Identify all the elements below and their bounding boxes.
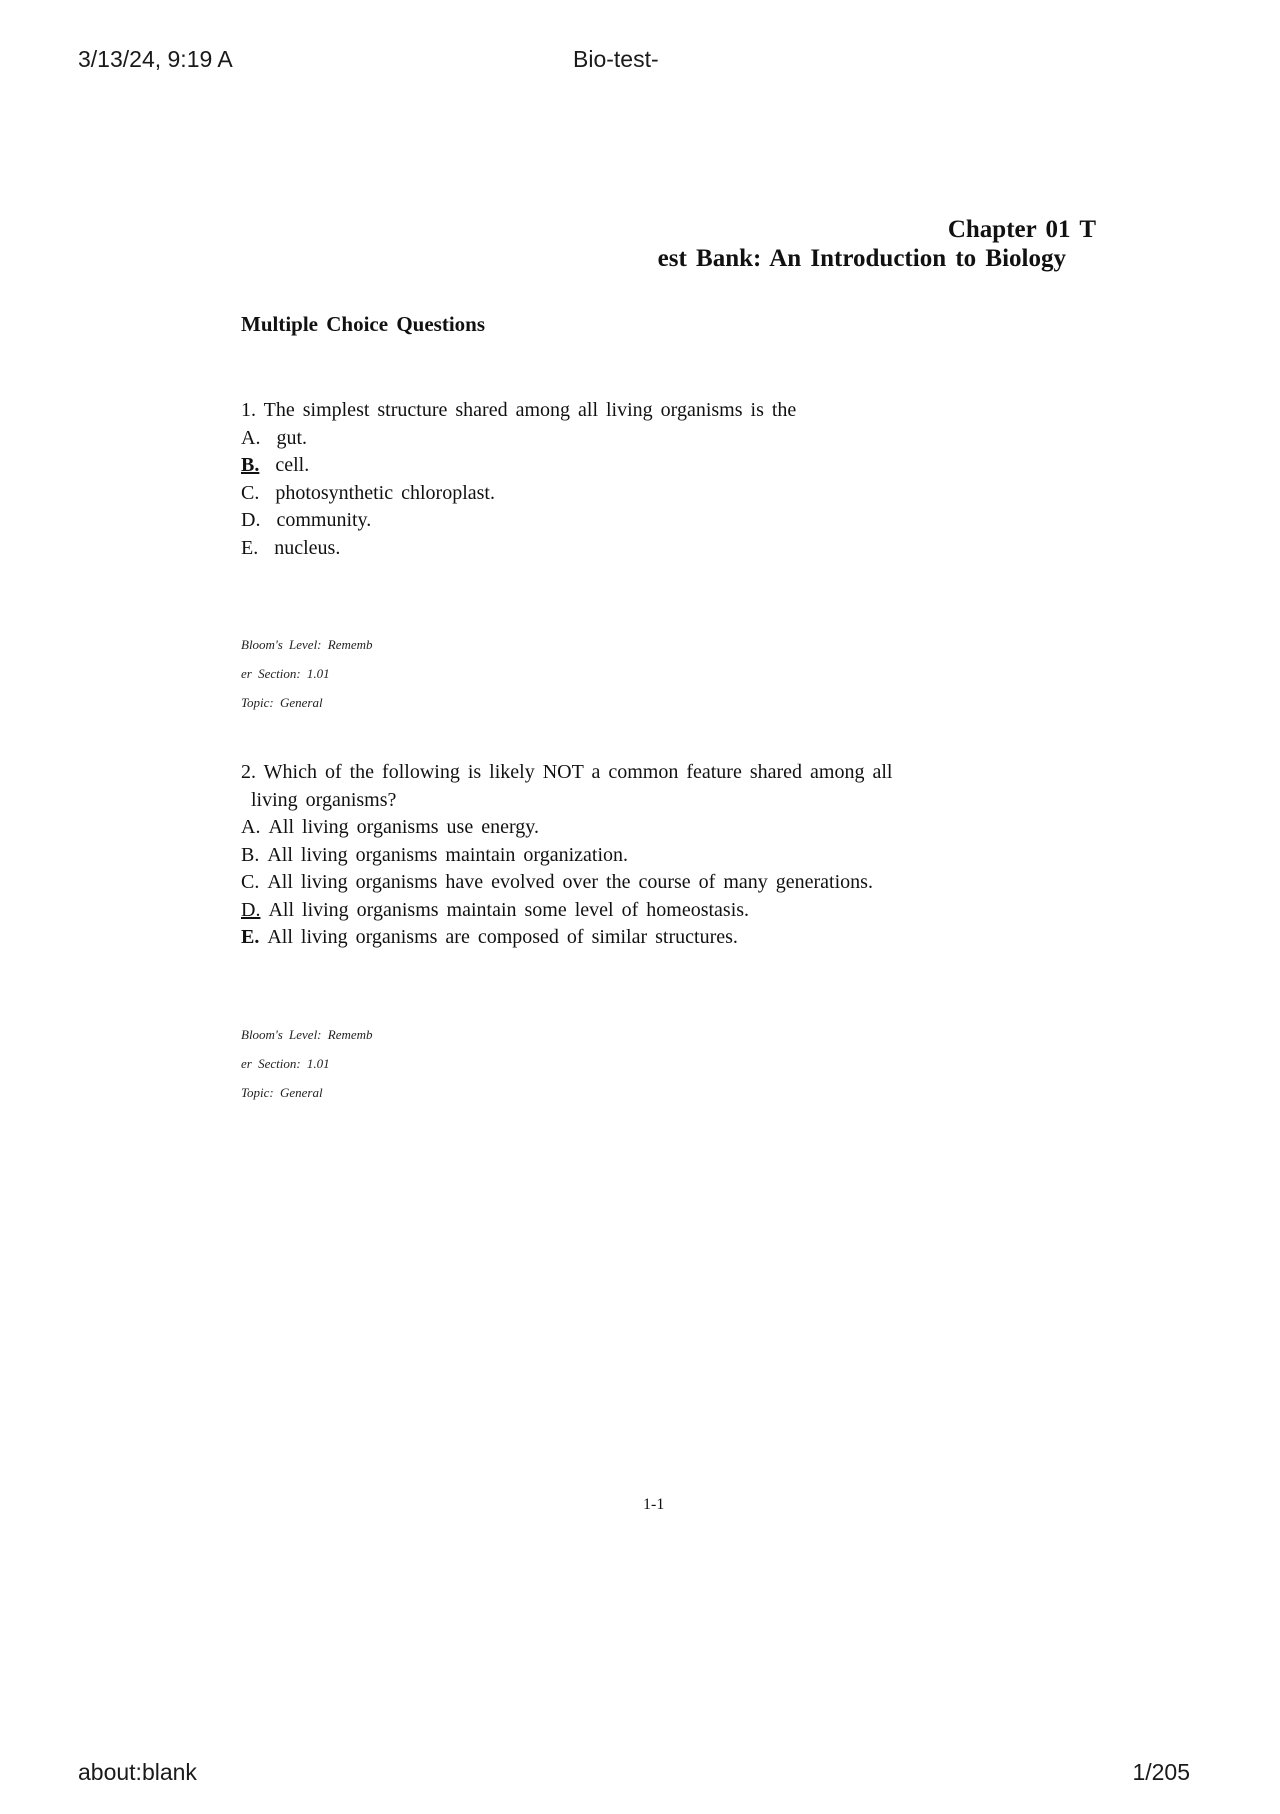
option-letter: C. bbox=[241, 871, 260, 893]
option-text: cell. bbox=[275, 454, 310, 476]
option-letter: E. bbox=[241, 536, 259, 559]
option-letter: A. bbox=[241, 816, 261, 838]
option-text: gut. bbox=[276, 426, 308, 449]
blooms-level: Bloom's Level: Rememb bbox=[241, 637, 373, 652]
answer-option-a bbox=[241, 814, 892, 842]
option-letter: C. bbox=[241, 481, 260, 504]
question-2-metadata bbox=[241, 1020, 373, 1107]
section-heading: Multiple Choice Questions bbox=[241, 312, 486, 336]
option-letter-underlined: D. bbox=[241, 898, 261, 921]
document-page-number: 1-1 bbox=[643, 1496, 665, 1513]
answer-option-c bbox=[241, 869, 892, 897]
chapter-title-line-2: est Bank: An Introduction to Biology bbox=[657, 245, 1066, 272]
answer-option-c bbox=[241, 480, 796, 508]
option-text: All living organisms have evolved over the course of many generations. bbox=[267, 871, 873, 893]
correct-option-letter: B. bbox=[241, 454, 260, 476]
question-2 bbox=[241, 759, 892, 952]
answer-option-d bbox=[241, 507, 796, 535]
correct-option-letter: E. bbox=[241, 926, 260, 948]
option-text: nucleus. bbox=[274, 536, 341, 559]
option-text: All living organisms maintain some level of homeostasis. bbox=[268, 898, 750, 921]
print-url: about:blank bbox=[78, 1759, 197, 1785]
topic: Topic: General bbox=[241, 695, 323, 710]
print-page-count: 1/205 bbox=[1132, 1759, 1190, 1785]
option-letter: D. bbox=[241, 509, 261, 531]
answer-option-b bbox=[241, 842, 892, 870]
question-stem-continued: living organisms? bbox=[251, 788, 397, 811]
option-text: All living organisms use energy. bbox=[268, 816, 539, 838]
option-text: All living organisms are composed of similar structures. bbox=[267, 926, 738, 948]
question-stem: 1. The simplest structure shared among all living organisms is the bbox=[241, 399, 797, 421]
option-letter: B. bbox=[241, 843, 260, 866]
option-letter: A. bbox=[241, 426, 261, 449]
answer-option-d bbox=[241, 897, 892, 925]
option-text: All living organisms maintain organization. bbox=[267, 843, 629, 866]
answer-option-e bbox=[241, 535, 796, 563]
answer-option-e bbox=[241, 924, 892, 952]
answer-option-b bbox=[241, 452, 796, 480]
question-stem: 2. Which of the following is likely NOT a common feature shared among all bbox=[241, 761, 893, 783]
chapter-title-line-1: Chapter 01 T bbox=[947, 216, 1096, 243]
section-ref: er Section: 1.01 bbox=[241, 666, 330, 681]
option-text: photosynthetic chloroplast. bbox=[275, 481, 495, 504]
print-page-title: Bio-test- bbox=[573, 46, 659, 72]
topic: Topic: General bbox=[241, 1085, 323, 1100]
print-date-time: 3/13/24, 9:19 A bbox=[78, 46, 233, 72]
question-1 bbox=[241, 397, 796, 562]
blooms-level: Bloom's Level: Rememb bbox=[241, 1027, 373, 1042]
option-text: community. bbox=[276, 509, 372, 531]
question-1-metadata bbox=[241, 630, 373, 717]
section-ref: er Section: 1.01 bbox=[241, 1056, 330, 1071]
answer-option-a bbox=[241, 425, 796, 453]
